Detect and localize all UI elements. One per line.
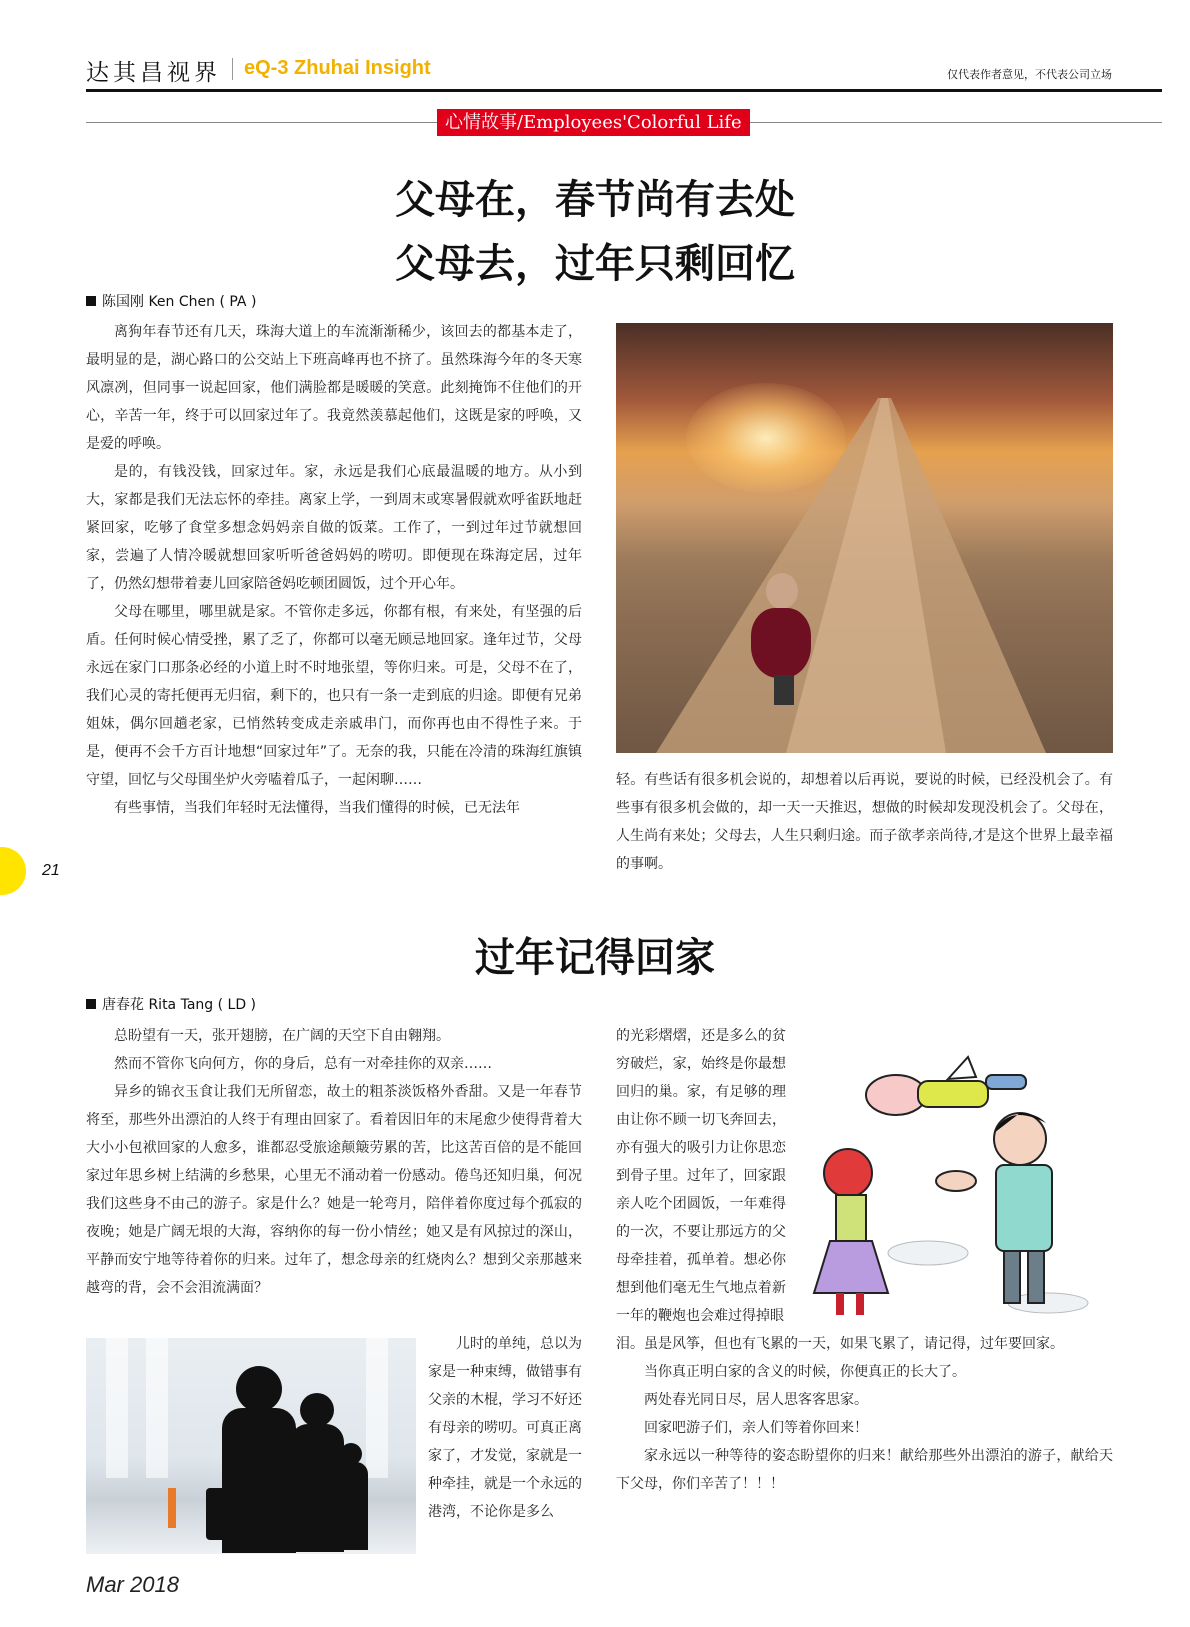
article2-paragraph: 当你真正明白家的含义的时候，你便真正的长大了。: [644, 1364, 966, 1380]
disclaimer: 仅代表作者意见，不代表公司立场: [947, 68, 1112, 81]
girl-legs: [774, 675, 794, 705]
article2-mid-column: [428, 1330, 582, 1526]
article2-title: 过年记得回家: [475, 934, 715, 981]
article2-paragraph: 儿时的单纯，总以为家是一种束缚，做错事有父亲的木棍，学习不好还有母亲的唠叨。可真正离家了，才发觉，家就是一种牵挂，就是一个永远的港湾，不论你是多么: [428, 1336, 582, 1520]
article1-paragraph: 是的，有钱没钱，回家过年。家，永远是我们心底最温暖的地方。从小到大，家都是我们无法忘怀的牵挂。离家上学，一到周末或寒暑假就欢呼雀跃地赶紧回家，吃够了食堂多想念妈妈亲自做的饭菜。工作了，一到过年过节就想回家，尝遍了人情冷暖就想回家听听爸爸妈妈的唠叨。即便现在珠海定居，过年了，仍然幻想带着妻儿回家陪爸妈吃顿团圆饭，过个开心年。: [86, 464, 582, 592]
article1-byline-text: 陈国刚 Ken Chen ( PA ): [102, 294, 257, 310]
suitcase: [206, 1488, 242, 1540]
article1-paragraph: 轻。有些话有很多机会说的，却想着以后再说，要说的时候，已经没机会了。有些事有很多机会做的，却一天一天推迟，想做的时候却发现没机会了。父母在，人生尚有来处；父母去，人生只剩归途。而子欲孝亲尚待,才是这个世界上最幸福的事啊。: [616, 772, 1113, 872]
cartoon-family-illustration: [808, 1053, 1098, 1325]
article1-right-column: [616, 766, 1113, 878]
article2-paragraph: 异乡的锦衣玉食让我们无所留恋，故土的粗茶淡饭格外香甜。又是一年春节将至，那些外出漂泊的人终于有理由回家了。看着因旧年的末尾愈少使得背着大大小小包袱回家的人愈多，谁都忍受旅途颠簸劳累的苦，比这苦百倍的是不能回家过年思乡树上结满的乡愁果，心里无不涌动着一份感动。倦鸟还知归巢，何况我们这些身不由己的游子。家是什么？她是一轮弯月，陪伴着你度过每个孤寂的夜晚；她是广阔无垠的大海，容纳你的每一份小情丝；她又是有风掠过的深山，平静而安宁地等待着你的归来。过年了，想念母亲的红烧肉么？想到父亲那越来越弯的背，会不会泪流满面？: [86, 1084, 582, 1296]
article2-paragraph: 然而不管你飞向何方，你的身后，总有一对牵挂你的双亲……: [114, 1056, 492, 1072]
article2-paragraph: 两处春光同日尽，居人思客客思家。: [644, 1392, 868, 1408]
family-silhouette-photo: [86, 1338, 416, 1554]
article1-byline: [86, 291, 256, 311]
article2-paragraph: 回家吧游子们，亲人们等着你回来！: [644, 1420, 868, 1436]
brand-divider: [232, 58, 233, 80]
byline-square-icon: [86, 296, 96, 306]
article2-paragraph: 家永远以一种等待的姿态盼望你的归来！献给那些外出漂泊的游子，献给天下父母，你们辛苦了！！！: [616, 1448, 1113, 1492]
page-marker-dot: [0, 847, 26, 895]
article2-paragraph: 总盼望有一天，张开翅膀，在广阔的天空下自由翱翔。: [114, 1028, 450, 1044]
article2-paragraph: 泪。虽是风筝，但也有飞累的一天，如果飞累了，请记得，过年要回家。: [616, 1336, 1064, 1352]
article1-title-line1: 父母在，春节尚有去处: [395, 176, 795, 223]
girl-red-dress: [751, 608, 811, 678]
father-head: [236, 1366, 282, 1412]
mother-head: [300, 1393, 334, 1427]
article2-right-column-top: [616, 1022, 786, 1330]
article1-paragraph: 离狗年春节还有几天，珠海大道上的车流渐渐稀少，该回去的都基本走了，最明显的是，湖心路口的公交站上下班高峰再也不挤了。虽然珠海今年的冬天寒风凛冽，但同事一说起回家，他们满脸都是暖暖的笑意。此刻掩饰不住他们的开心，辛苦一年，终于可以回家过年了。我竟然羡慕起他们，这既是家的呼唤，又是爱的呼唤。: [86, 324, 582, 452]
page-number: 21: [42, 862, 60, 879]
orange-sign: [168, 1488, 176, 1528]
issue-date: Mar 2018: [86, 1572, 179, 1597]
article2-byline: [86, 994, 256, 1014]
brand-chinese: 达其昌视界: [86, 60, 221, 86]
child-body: [334, 1462, 368, 1550]
cartoon-graphic: [808, 1053, 1098, 1325]
window-light: [366, 1338, 388, 1478]
byline-square-icon: [86, 999, 96, 1009]
article2-paragraph: 的光彩熠熠，还是多么的贫穷破烂，家，始终是你最想回归的巢。家，有足够的理由让你不顾一切飞奔回去，亦有强大的吸引力让你思恋到骨子里。过年了，回家跟亲人吃个团圆饭，一年难得的一次，不要让那远方的父母牵挂着，孤单着。想必你想到他们毫无生气地点着新一年的鞭炮也会难过得掉眼: [616, 1028, 786, 1324]
road-girl-photo: [616, 323, 1113, 753]
article2-left-column: [86, 1022, 582, 1302]
article1-paragraph: 父母在哪里，哪里就是家。不管你走多远，你都有根，有来处，有坚强的后盾。任何时候心情受挫，累了乏了，你都可以毫无顾忌地回家。逢年过节，父母永远在家门口那条必经的小道上时不时地张望，等你归来。可是，父母不在了，我们心灵的寄托便再无归宿，剩下的，也只有一条一走到底的归途。即便有兄弟姐妹，偶尔回趟老家，已悄然转变成走亲戚串门，而你再也由不得性子来。于是，便再不会千方百计地想“回家过年”了。无奈的我，只能在冷清的珠海红旗镇守望，回忆与父母围坐炉火旁嗑着瓜子，一起闲聊……: [86, 604, 582, 788]
brand-english: eQ-3 Zhuhai Insight: [244, 57, 431, 79]
girl-head: [766, 573, 798, 609]
article2-right-column-bottom: [616, 1330, 1113, 1498]
article1-paragraph: 有些事情，当我们年轻时无法懂得，当我们懂得的时候，已无法年: [114, 800, 520, 816]
article1-left-column: [86, 318, 582, 822]
section-tag: 心情故事/Employees'Colorful Life: [437, 109, 750, 136]
article2-byline-text: 唐春花 Rita Tang ( LD ): [102, 997, 257, 1013]
window-light: [106, 1338, 128, 1478]
window-light: [146, 1338, 168, 1478]
dirt-road-graphic: [616, 323, 1113, 753]
article1-title-line2: 父母去，过年只剩回忆: [395, 240, 795, 287]
header-rule: [86, 89, 1162, 92]
